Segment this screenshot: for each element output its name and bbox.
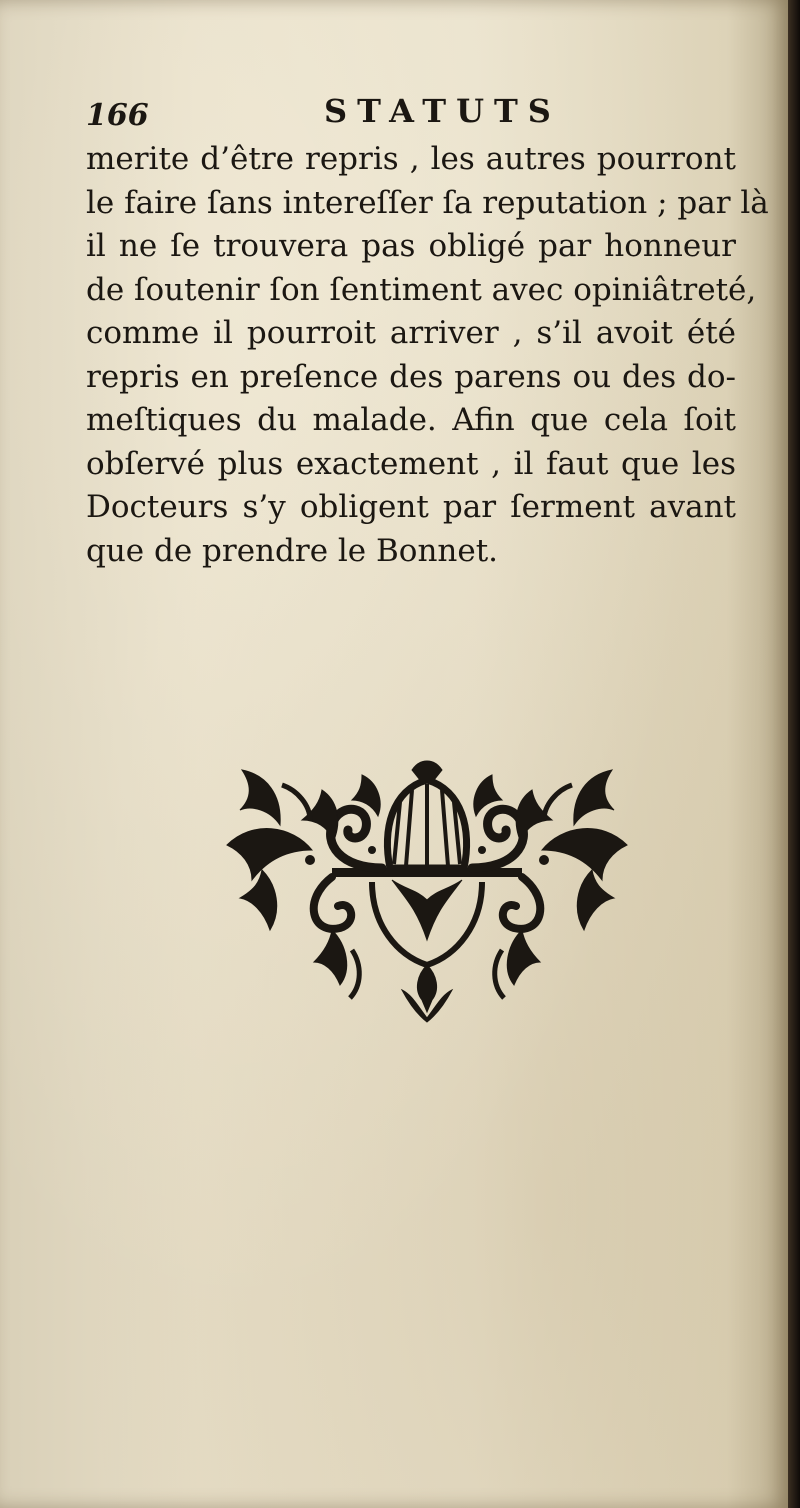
- body-text: [86, 138, 769, 573]
- text-line: repris en preſence des parens ou des do-: [86, 358, 736, 395]
- text-line: que de prendre le Bonnet.: [86, 532, 499, 569]
- text-line: merite d’être repris , les autres pourront: [86, 141, 736, 177]
- page-header: [86, 92, 726, 142]
- text-line: le faire ſans intereſſer ſa reputation ; par là: [86, 184, 769, 221]
- text-line: meſtiques du malade. Afin que cela ſoit: [86, 402, 736, 438]
- text-line: de ſoutenir ſon ſentiment avec opiniâtreté,: [86, 271, 757, 308]
- text-line: obſervé plus exactement , il faut que les: [86, 445, 736, 482]
- book-spine-shadow: [788, 0, 800, 1508]
- text-line: comme il pourroit arriver , s’il avoit été: [86, 315, 736, 351]
- fleuron-shell-ornament-icon: [222, 750, 632, 1030]
- text-line: Docteurs s’y obligent par ſerment avant: [86, 489, 736, 525]
- running-head: STATUTS: [324, 92, 561, 130]
- page-number: 166: [86, 98, 149, 133]
- text-line: il ne ſe trouvera pas obligé par honneur: [86, 228, 736, 264]
